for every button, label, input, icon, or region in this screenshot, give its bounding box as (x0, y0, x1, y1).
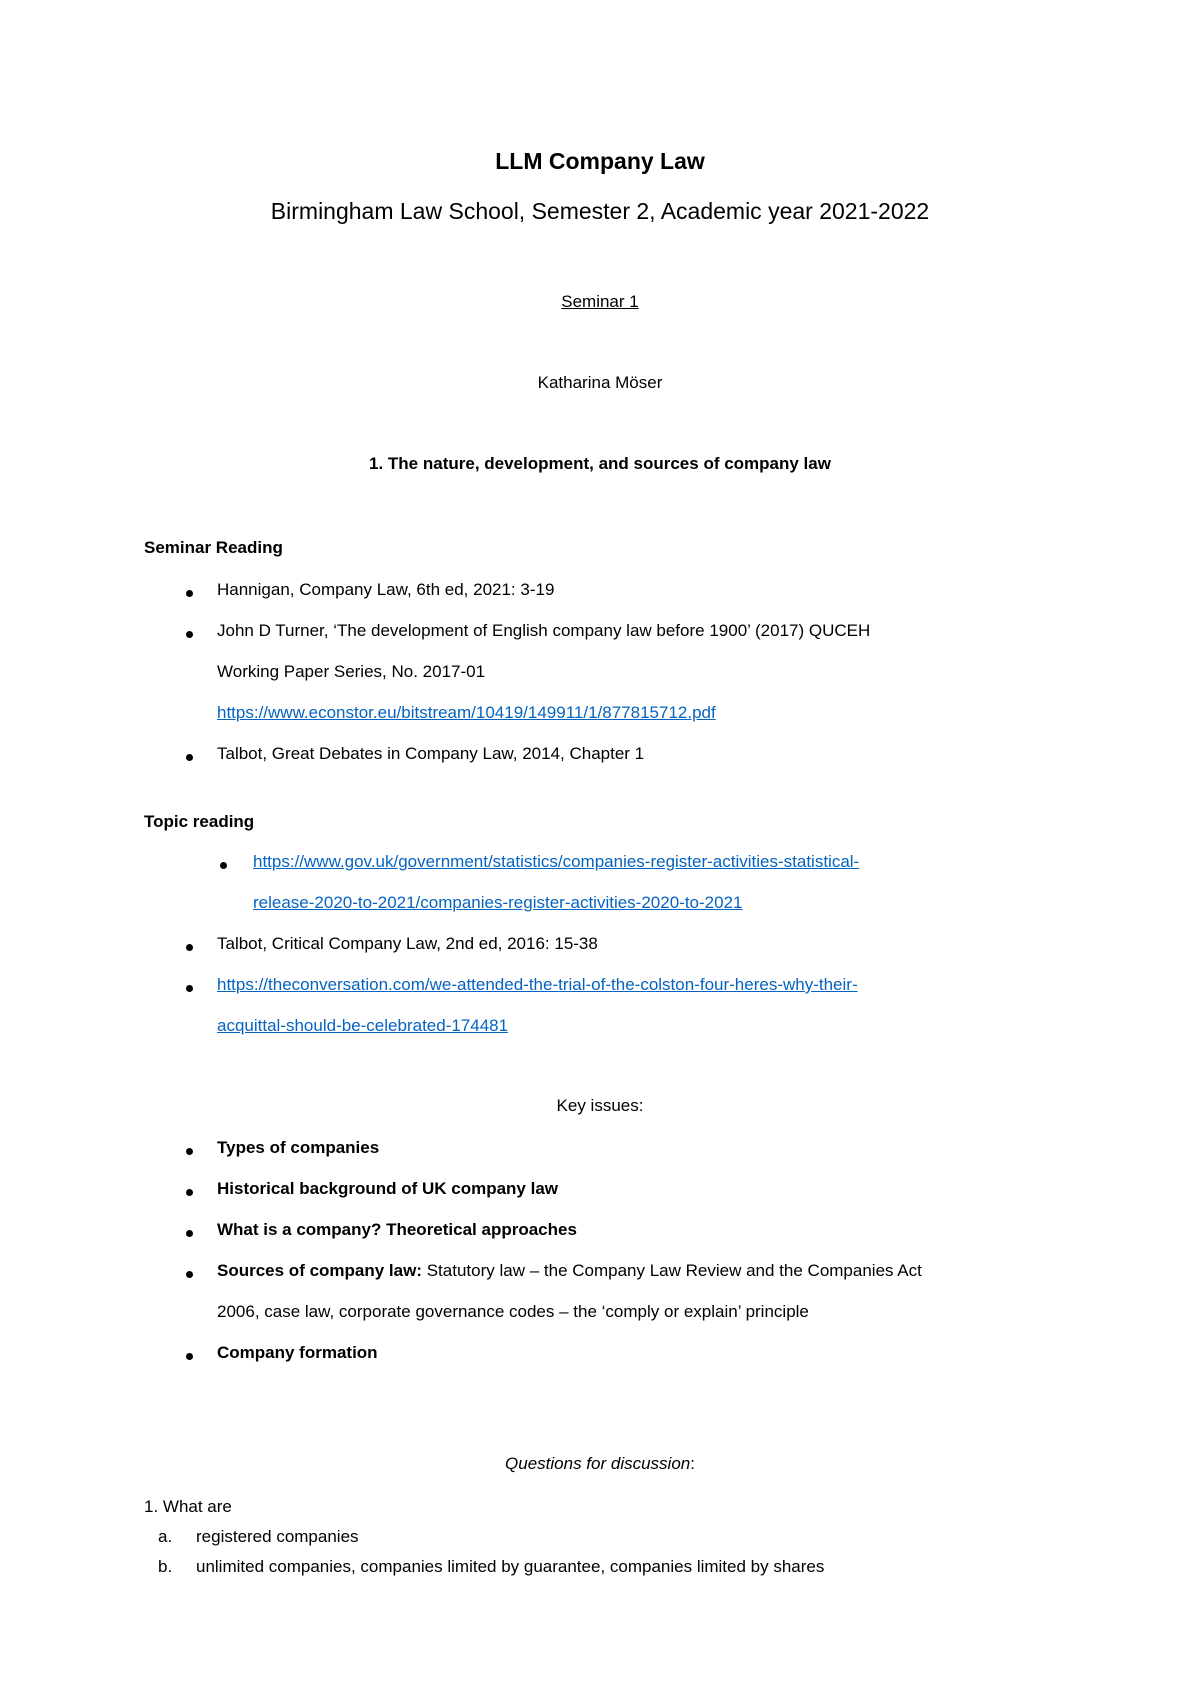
econstor-link[interactable]: https://www.econstor.eu/bitstream/10419/149911/1/877815712.pdf (217, 703, 716, 722)
bullet-icon (186, 985, 193, 992)
document-subtitle: Birmingham Law School, Semester 2, Academic year 2021-2022 (270, 198, 930, 224)
questions-heading-colon: : (690, 1454, 695, 1473)
bullet-icon (220, 862, 227, 869)
document-title: LLM Company Law (495, 148, 705, 174)
question-1a-marker: a. (158, 1527, 173, 1546)
key-issue-item: Historical background of UK company law (217, 1179, 559, 1198)
seminar-reading-item-continuation: Working Paper Series, No. 2017-01 (217, 662, 486, 681)
key-issue-item-continuation: 2006, case law, corporate governance codes – the ‘comply or explain’ principle (217, 1302, 809, 1321)
seminar-reading-item: Hannigan, Company Law, 6th ed, 2021: 3-19 (217, 580, 555, 599)
bullet-icon (186, 754, 193, 761)
gov-uk-link-continuation[interactable]: release-2020-to-2021/companies-register-activities-2020-to-2021 (253, 893, 743, 912)
author-name: Katharina Möser (537, 373, 663, 392)
gov-uk-link[interactable]: https://www.gov.uk/government/statistics/companies-register-activities-statistical- (253, 852, 860, 871)
conversation-link-continuation[interactable]: acquittal-should-be-celebrated-174481 (217, 1016, 509, 1035)
questions-heading (0, 1454, 1200, 1474)
bullet-icon (186, 1353, 193, 1360)
key-issues-heading: Key issues: (556, 1096, 644, 1115)
bullet-icon (186, 631, 193, 638)
seminar-reading-heading: Seminar Reading (144, 538, 283, 557)
seminar-reading-item: John D Turner, ‘The development of English company law before 1900’ (2017) QUCEH (217, 621, 871, 640)
bullet-icon (186, 590, 193, 597)
bullet-icon (186, 1189, 193, 1196)
question-1b-marker: b. (158, 1557, 173, 1576)
question-1: 1. What are (144, 1497, 232, 1516)
seminar-label: Seminar 1 (561, 292, 639, 311)
key-issue-bold-label: Sources of company law: (217, 1261, 422, 1280)
key-issue-item: Types of companies (217, 1138, 380, 1157)
key-issue-item: What is a company? Theoretical approaches (217, 1220, 577, 1239)
seminar-reading-item: Talbot, Great Debates in Company Law, 2014, Chapter 1 (217, 744, 645, 763)
bullet-icon (186, 944, 193, 951)
key-issue-item: Company formation (217, 1343, 378, 1362)
conversation-link[interactable]: https://theconversation.com/we-attended-the-trial-of-the-colston-four-heres-why-their- (217, 975, 858, 994)
questions-heading-text: Questions for discussion (505, 1454, 691, 1473)
topic-heading: 1. The nature, development, and sources of company law (369, 454, 831, 473)
bullet-icon (186, 1271, 193, 1278)
bullet-icon (186, 1230, 193, 1237)
key-issue-item (217, 1261, 922, 1281)
question-1a: registered companies (196, 1527, 359, 1546)
key-issue-text: Statutory law – the Company Law Review and the Companies Act (422, 1261, 922, 1280)
topic-reading-heading: Topic reading (144, 812, 255, 831)
topic-reading-item: Talbot, Critical Company Law, 2nd ed, 2016: 15-38 (217, 934, 598, 953)
bullet-icon (186, 1148, 193, 1155)
question-1b: unlimited companies, companies limited by guarantee, companies limited by shares (196, 1557, 825, 1576)
